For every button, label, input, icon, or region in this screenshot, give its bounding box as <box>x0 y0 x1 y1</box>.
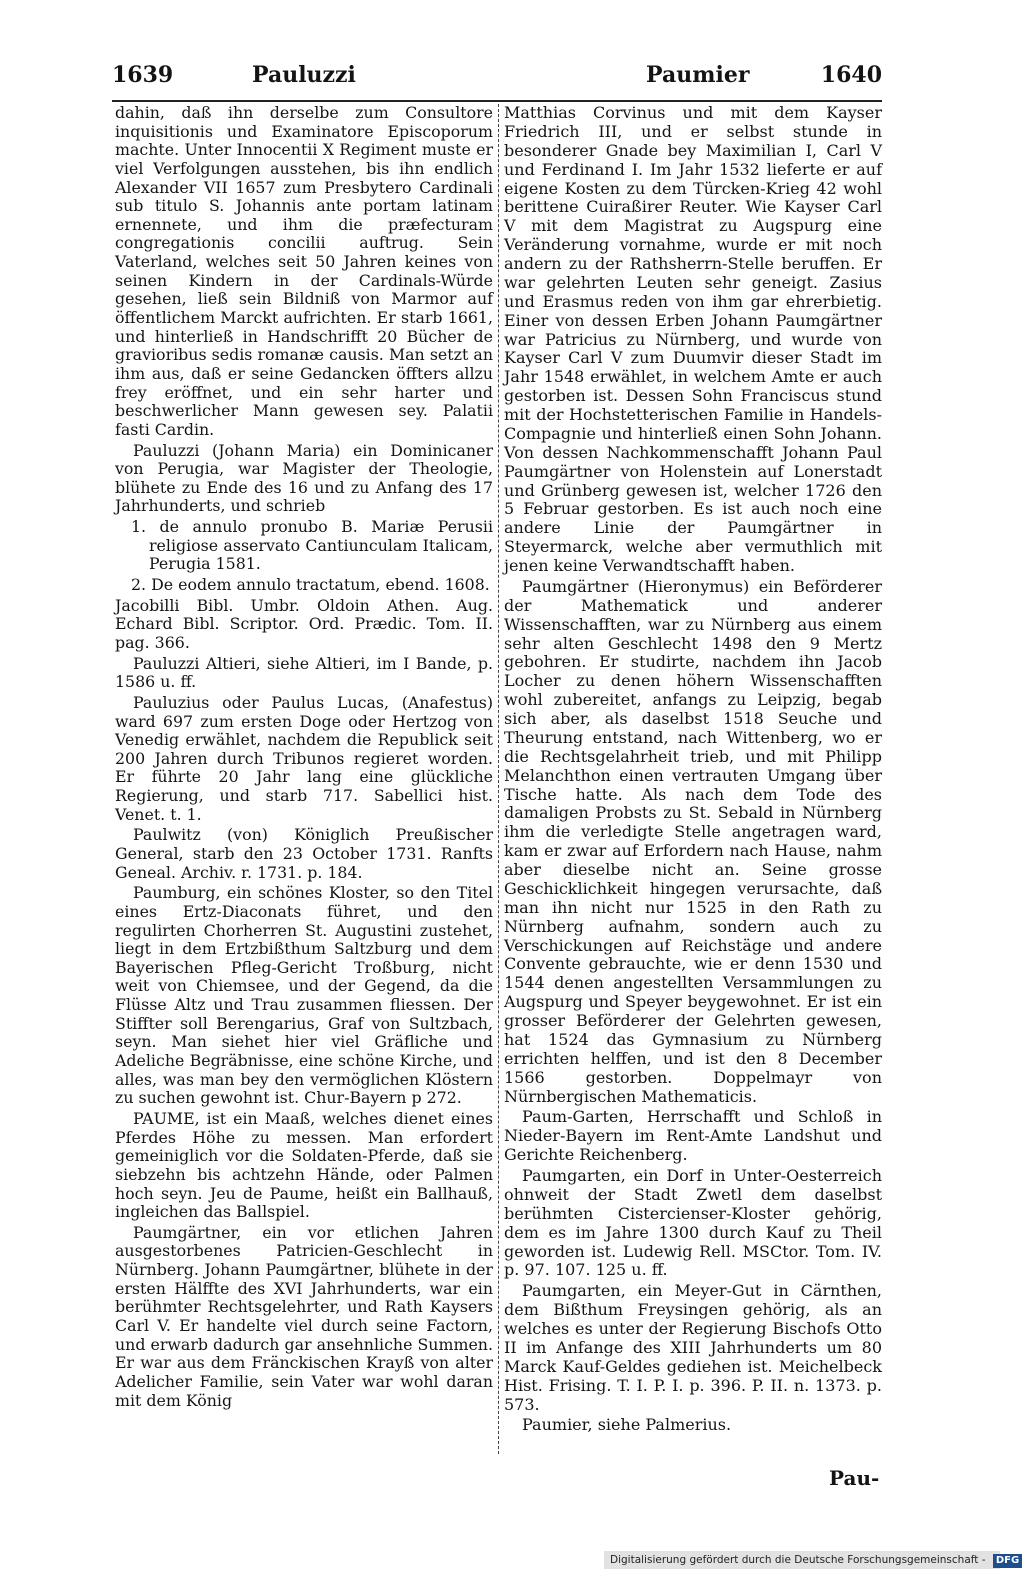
dictionary-entry: PAUME, ist ein Maaß, welches dienet eines Pferdes Höhe zu messen. Man erfordert gemeiniglich vor die Soldaten-Pferde, daß sie siebzehn bis achtzehn Hände, oder Palmen hoch seyn. Jeu de Paume, heißt ein Ballhauß, ingleichen das Ballspiel. <box>115 1108 493 1222</box>
right-text-column <box>504 104 882 1437</box>
continued-paragraph: dahin, daß ihn derselbe zum Consultore inquisitionis und Examinatore Episcoporum machte. Unter Innocentii X Regiment muste er viel Verfolgungen ausstehen, bis ihn endlich Alexander VII 1657 zum Presbytero Cardinali sub titulo S. Johannis ante portam latinam ernennete, und ihm die præfecturam congregationis concilii auftrug. Sein Vaterland, welches seit 50 Jahren keines von seinen Kindern in der Cardinals-Würde gesehen, ließ sein Bildniß von Marmor auf öffentlichem Marckt aufrichten. Er starb 1661, und hinterließ in Handschrifft 20 Bücher de gravioribus sedis romanæ causis. Man setzt an ihm aus, daß er seine Gedancken öffters allzu frey eröffnet, und ein sehr harter und beschwerlicher Mann gewesen sey. Palatii fasti Cardin. <box>115 103 493 439</box>
dictionary-entry: Paumgarten, ein Dorf in Unter-Oesterreich ohnweit der Stadt Zwetl dem daselbst berühmten Cistercienser-Kloster gehörig, dem es im Jahre 1300 durch Kauf zu Theil geworden ist. Ludewig Rell. MSCtor. Tom. IV. p. 97. 107. 125 u. ff. <box>504 1166 882 1280</box>
continued-paragraph: Matthias Corvinus und mit dem Kayser Friedrich III, und er selbst stunde in besonderer Gnade bey Maximilian I, Carl V und Ferdinand I. Im Jahr 1532 lieferte er auf eigene Kosten zu dem Türcken-Krieg 42 wohl berittene Cuiraßirer Reuter. Wie Kayser Carl V mit dem Magistrat zu Augspurg eine Veränderung vornahme, wurde er mit noch andern zu der Rathsherrn-Stelle beruffen. Er war gelehrten Leuten sehr geneigt. Zasius und Erasmus reden von ihm gar ehrerbietig. Einer von dessen Erben Johann Paumgärtner war Patricius zu Nürnberg, und wurde von Kayser Carl V zum Duumvir dieser Stadt im Jahr 1548 erwählet, in welchem Amte er auch gestorben ist. Dessen Sohn Franciscus stund mit der Hochstetterischen Familie in Handels-Compagnie und hinterließ einen Sohn Johann. Von dessen Nachkommenschafft Johann Paul Paumgärtner von Holenstein auf Lonerstadt und Grünberg gewesen ist, welcher 1726 den 5 Februar gestorben. Es ist auch noch eine andere Linie der Paumgärtner in Steyermarck, welche aber vermuthlich mit jenen keine Verwandtschafft haben. <box>504 103 882 575</box>
dfg-logo: DFG <box>993 1554 1022 1568</box>
dictionary-entry: Pauluzzi Altieri, siehe Altieri, im I Bande, p. 1586 u. ff. <box>115 653 493 692</box>
dictionary-entry: Paumier, siehe Palmerius. <box>522 1415 732 1435</box>
digitization-footer <box>604 1551 1020 1569</box>
dictionary-entry: Paumburg, ein schönes Kloster, so den Titel eines Ertz-Diaconats führet, und den regulirten Chorherren St. Augustini zustehet, liegt in dem Ertzbißthum Saltzburg und dem Bayerischen Pfleg-Gericht Troßburg, nicht weit von Chiemsee, und der Gegend, da die Flüsse Altz und Trau zusammen fliessen. Der Stiffter soll Berengarius, Graf von Sultzbach, seyn. Man siehet hier viel Gräfliche und Adeliche Begräbnisse, eine schöne Kirche, und alles, was man bey den vermöglichen Klöstern zu suchen gewohnt ist. Chur-Bayern p 272. <box>115 883 493 1108</box>
continued-paragraph: Jacobilli Bibl. Umbr. Oldoin Athen. Aug. Echard Bibl. Scriptor. Ord. Prædic. Tom. II. pag. 366. <box>115 595 493 652</box>
footer-credit-text: Digitalisierung gefördert durch die Deutsche Forschungsgemeinschaft - <box>610 1554 986 1566</box>
left-page-number: 1639 <box>112 62 174 88</box>
list-item: 1. de annulo pronubo B. Mariæ Perusii religiose asservato Cantiunculam Italicam, Perugia 1581. <box>131 517 493 574</box>
page-header <box>112 62 882 96</box>
dictionary-entry: Paulwitz (von) Königlich Preußischer General, starb den 23 October 1731. Ranfts Geneal. Archiv. r. 1731. p. 184. <box>115 825 493 882</box>
dictionary-entry: Paumgarten, ein Meyer-Gut in Cärnthen, dem Bißthum Freysingen gehörig, als an welches es unter der Regierung Bischofs Otto II im Anfange des XIII Jahrhunderts um 80 Marck Kauf-Geldes gediehen ist. Meichelbeck Hist. Frising. T. I. P. I. p. 396. P. II. n. 1373. p. 573. <box>504 1281 882 1414</box>
column-divider <box>498 104 500 1454</box>
right-catchword: Paumier <box>646 62 750 88</box>
dictionary-entry: Paum-Garten, Herrschafft und Schloß in Nieder-Bayern im Rent-Amte Landshut und Gerichte Reichenberg. <box>504 1107 882 1165</box>
dictionary-entry: Paumgärtner (Hieronymus) ein Beförderer der Mathematick und anderer Wissenschafften, war zu Nürnberg aus einem sehr alten Geschlecht 1498 den 9 Mertz gebohren. Er studirte, nachdem ihn Jacob Locher zu denen höhern Wissenschafften wohl zubereitet, anfangs zu Leipzig, begab sich aber, als daselbst 1518 Seuche und Theurung entstand, nach Wittenberg, wo er die Rechtsgelahrheit trieb, und mit Philipp Melanchthon einen vertrauten Umgang über Tische hatte. Als nach dem Tode des damaligen Probsts zu St. Sebald in Nürnberg ihm die verledigte Stelle angetragen ward, kam er zwar auf Erfordern nach Hause, nahm aber dieselbe nicht an. Seine grosse Geschicklichkeit hingegen verursachte, daß man ihn nicht nur 1525 in den Rath zu Nürnberg aufnahm, sondern auch zu Verschickungen auf Reichstäge und andere Convente gebrauchte, wie er denn 1530 und 1544 denen angestellten Versammlungen zu Augspurg und Speyer beygewohnet. Er ist ein grosser Beförderer der Gelehrten gewesen, hat 1524 das Gymnasium zu Nürnberg errichten helffen, und ist den 8 December 1566 gestorben. Doppelmayr von Nürnbergischen Mathematicis. <box>504 576 882 1106</box>
left-catchword: Pauluzzi <box>252 62 356 88</box>
right-page-number: 1640 <box>820 62 882 88</box>
catchword-next-page: Pau- <box>829 1466 880 1490</box>
left-text-column <box>115 104 493 1412</box>
dictionary-entry: Paumgärtner, ein vor etlichen Jahren ausgestorbenes Patricien-Geschlecht in Nürnberg. Johann Paumgärtner, blühete in der ersten Hälffte des XVI Jahrhunderts, war ein berühmter Rechtsgelehrter, und Rath Kaysers Carl V. Er handelte viel durch seine Factorn, und erwarb dadurch gar ansehnliche Summen. Er war aus dem Fränckischen Krayß von alter Adelicher Familie, sein Vater war wohl daran mit dem König <box>115 1222 493 1410</box>
header-rule <box>112 100 882 102</box>
dictionary-entry: Pauluzius oder Paulus Lucas, (Anafestus) ward 697 zum ersten Doge oder Hertzog von Venedig erwählet, nachdem die Republick seit 200 Jahren durch Tribunos regieret worden. Er führte 20 Jahr lang eine glückliche Regierung, und starb 717. Sabellici hist. Venet. t. 1. <box>115 692 493 824</box>
list-item: 2. De eodem annulo tractatum, ebend. 1608. <box>131 575 490 595</box>
dictionary-entry: Pauluzzi (Johann Maria) ein Dominicaner von Perugia, war Magister der Theologie, blühete zu Ende des 16 und zu Anfang des 17 Jahrhunderts, und schrieb <box>115 440 493 516</box>
